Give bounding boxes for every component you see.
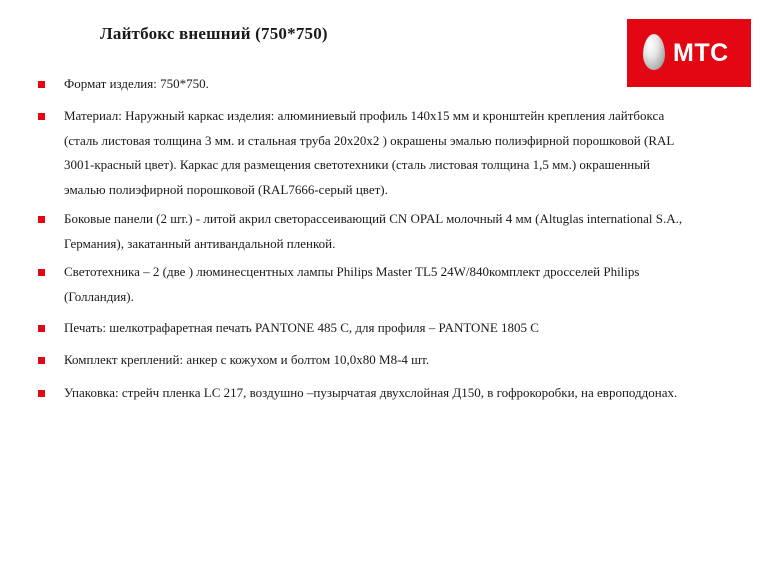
list-item-text: Материал: Наружный каркас изделия: алюминиевый профиль 140х15 мм и кронштейн крепления лайтбокса (сталь листовая толщина 3 мм. и стальная труба 20х20х2 ) окрашены эмалью полиэфирной порошковой (RAL 3001-красный цвет). Каркас для размещения светотехники (сталь листовая толщина 1,5 мм.) окрашенный эмалью полиэфирной порошковой (RAL7666-серый цвет).: [64, 108, 675, 197]
list-item-text: Светотехника – 2 (две ) люминесцентных лампы Philips Master TL5 24W/840комплект дросселей Philips (Голландия).: [64, 264, 640, 304]
logo-text: МТС: [673, 39, 729, 67]
list-item-text: Упаковка: стрейч пленка LC 217, воздушно –пузырчатая двухслойная Д150, в гофрокоробки, на европоддонах.: [64, 385, 678, 400]
list-item-text: Формат изделия: 750*750.: [64, 76, 209, 91]
bullet-icon: [38, 81, 45, 88]
bullet-icon: [38, 390, 45, 397]
list-item-text: Боковые панели (2 шт.) - литой акрил светорассеивающий CN OPAL молочный 4 мм (Altuglas international S.A., Германия), закатанный антивандальной пленкой.: [64, 211, 683, 251]
page-title: Лайтбокс внешний (750*750): [100, 24, 328, 43]
bullet-icon: [38, 216, 45, 223]
bullet-icon: [38, 325, 45, 332]
bullet-icon: [38, 269, 45, 276]
egg-icon: [643, 34, 665, 70]
bullet-icon: [38, 357, 45, 364]
bullet-icon: [38, 113, 45, 120]
list-item-text: Печать: шелкотрафаретная печать PANTONE 485 C, для профиля – PANTONE 1805 C: [64, 320, 539, 335]
list-item-text: Комплект креплений: анкер с кожухом и болтом 10,0х80 М8-4 шт.: [64, 352, 430, 367]
